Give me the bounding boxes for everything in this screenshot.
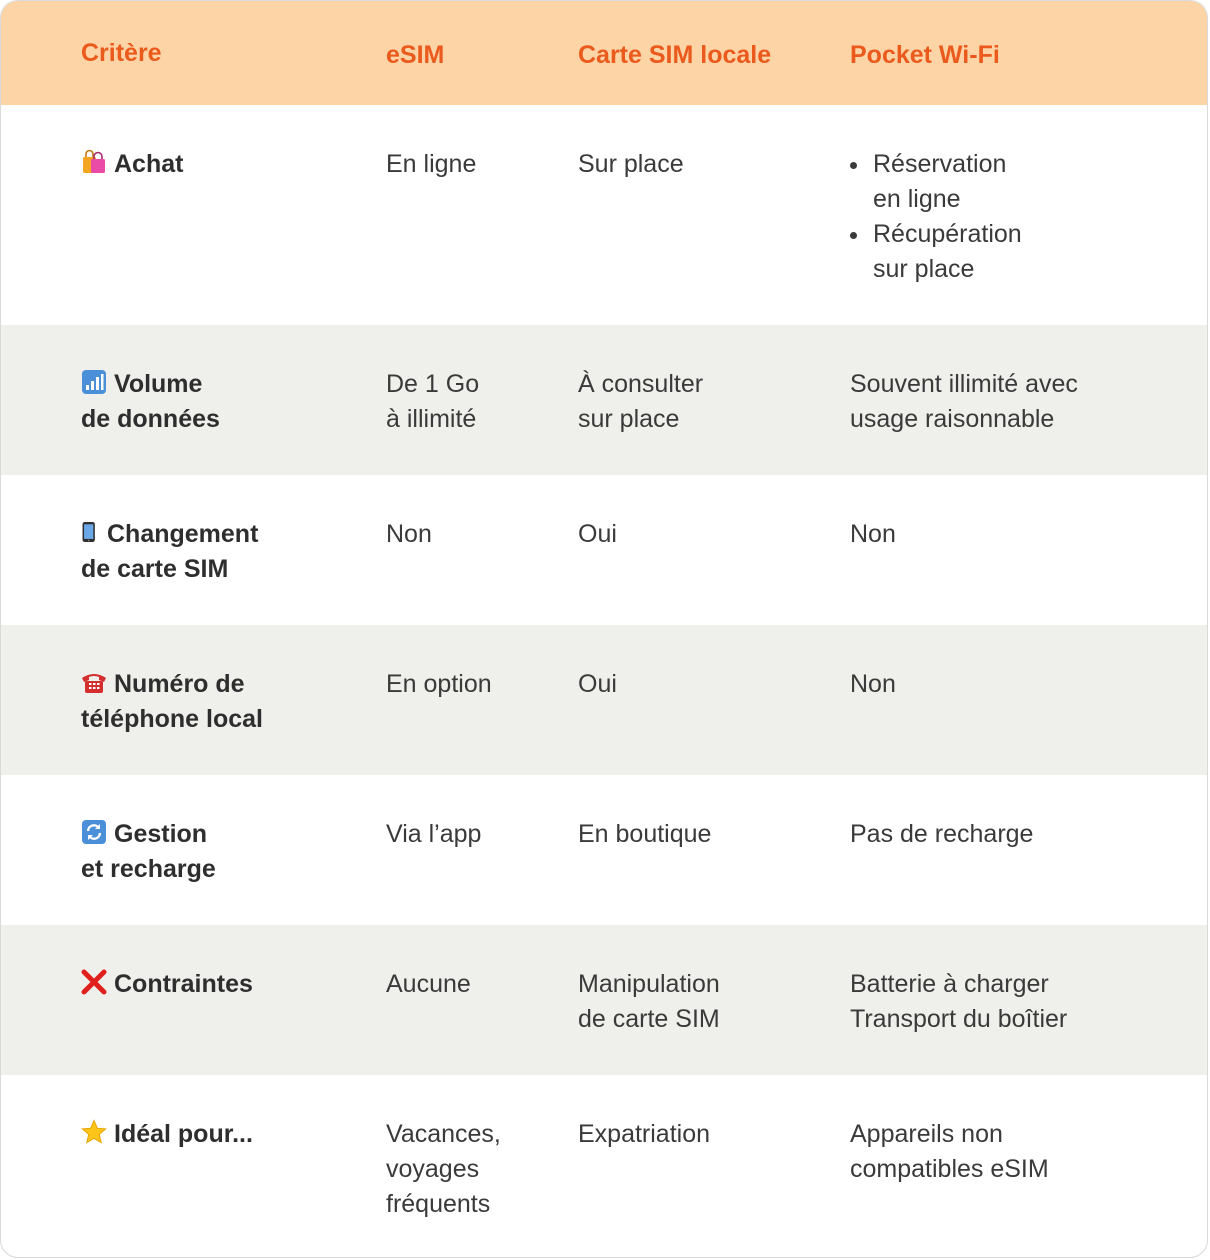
header-esim: eSIM xyxy=(386,41,445,69)
table-header xyxy=(1,1,1207,105)
refresh-arrows-icon xyxy=(81,819,107,845)
esim-cell xyxy=(386,967,566,1002)
local-sim-line: À consulter xyxy=(578,370,704,398)
esim-cell xyxy=(386,517,566,552)
pocket-wifi-cell xyxy=(850,1117,1190,1187)
list-item xyxy=(850,217,1190,287)
bullet-line: Réservation xyxy=(873,150,1007,178)
header-pocket-wifi: Pocket Wi-Fi xyxy=(850,41,1000,69)
local-sim-line: sur place xyxy=(578,405,680,433)
criterion-cell xyxy=(81,517,371,587)
esim-cell xyxy=(386,817,566,852)
pocket-wifi-line: Transport du boîtier xyxy=(850,1005,1068,1033)
local-sim-line: Oui xyxy=(578,520,617,548)
local-sim-line: Oui xyxy=(578,670,617,698)
bullet-line: sur place xyxy=(873,255,975,283)
local-sim-cell xyxy=(578,147,838,182)
esim-line: De 1 Go xyxy=(386,370,480,398)
esim-cell xyxy=(386,1117,566,1222)
criterion-cell xyxy=(81,1117,371,1152)
header-criterion: Critère xyxy=(81,39,162,67)
pocket-wifi-line: Non xyxy=(850,670,896,698)
shopping-bags-icon xyxy=(81,149,107,175)
mobile-phone-icon xyxy=(81,519,101,545)
local-sim-line: Sur place xyxy=(578,150,684,178)
pocket-wifi-line: usage raisonnable xyxy=(850,405,1055,433)
criterion-cell xyxy=(81,667,371,737)
esim-cell xyxy=(386,367,566,437)
local-sim-line: de carte SIM xyxy=(578,1005,720,1033)
esim-cell xyxy=(386,147,566,182)
pocket-wifi-cell xyxy=(850,667,1190,702)
esim-line: Aucune xyxy=(386,970,471,998)
esim-cell xyxy=(386,667,566,702)
pocket-wifi-line: Appareils non xyxy=(850,1120,1003,1148)
pocket-wifi-line: Batterie à charger xyxy=(850,970,1049,998)
criterion-cell xyxy=(81,967,371,1002)
table-row xyxy=(1,325,1207,475)
criterion-line: Idéal pour... xyxy=(114,1120,253,1148)
criterion-line: de données xyxy=(81,405,220,433)
esim-line: Vacances, xyxy=(386,1120,501,1148)
criterion-cell xyxy=(81,817,371,887)
local-sim-cell xyxy=(578,367,838,437)
esim-line: En ligne xyxy=(386,150,477,178)
esim-line: Non xyxy=(386,520,432,548)
pocket-wifi-cell xyxy=(850,517,1190,552)
table-row xyxy=(1,625,1207,775)
table-row xyxy=(1,1075,1207,1258)
esim-line: En option xyxy=(386,670,492,698)
signal-bars-icon xyxy=(81,369,107,395)
criterion-line: et recharge xyxy=(81,855,216,883)
table-row xyxy=(1,775,1207,925)
table-row xyxy=(1,105,1207,325)
criterion-line: Gestion xyxy=(114,820,208,848)
pocket-wifi-line: Pas de recharge xyxy=(850,820,1034,848)
cross-mark-icon xyxy=(81,969,107,995)
criterion-line: Numéro de xyxy=(114,670,245,698)
pocket-wifi-cell xyxy=(850,967,1190,1037)
table-row xyxy=(1,475,1207,625)
pocket-wifi-line: Non xyxy=(850,520,896,548)
local-sim-cell xyxy=(578,1117,838,1152)
pocket-wifi-line: compatibles eSIM xyxy=(850,1155,1049,1183)
pocket-wifi-cell xyxy=(850,367,1190,437)
local-sim-line: En boutique xyxy=(578,820,712,848)
header-local-sim: Carte SIM locale xyxy=(578,41,772,69)
pocket-wifi-cell xyxy=(850,147,1190,287)
local-sim-cell xyxy=(578,967,838,1037)
bullet-line: Récupération xyxy=(873,220,1022,248)
telephone-icon xyxy=(81,669,107,695)
criterion-cell xyxy=(81,367,371,437)
criterion-line: Contraintes xyxy=(114,970,253,998)
pocket-wifi-line: Souvent illimité avec xyxy=(850,370,1078,398)
esim-line: Via l’app xyxy=(386,820,482,848)
criterion-line: Achat xyxy=(114,150,184,178)
criterion-line: Volume xyxy=(114,370,203,398)
table-row xyxy=(1,925,1207,1075)
criterion-line: de carte SIM xyxy=(81,555,229,583)
criterion-line: Changement xyxy=(107,520,259,548)
local-sim-line: Expatriation xyxy=(578,1120,711,1148)
local-sim-cell xyxy=(578,817,838,852)
esim-line: à illimité xyxy=(386,405,477,433)
bullet-list xyxy=(850,147,1190,287)
local-sim-line: Manipulation xyxy=(578,970,720,998)
pocket-wifi-cell xyxy=(850,817,1190,852)
esim-line: voyages xyxy=(386,1155,480,1183)
local-sim-cell xyxy=(578,517,838,552)
bullet-line: en ligne xyxy=(873,185,961,213)
criterion-line: téléphone local xyxy=(81,705,263,733)
criterion-cell xyxy=(81,147,371,182)
star-icon xyxy=(81,1119,107,1145)
local-sim-cell xyxy=(578,667,838,702)
esim-line: fréquents xyxy=(386,1190,491,1218)
list-item xyxy=(850,147,1190,217)
